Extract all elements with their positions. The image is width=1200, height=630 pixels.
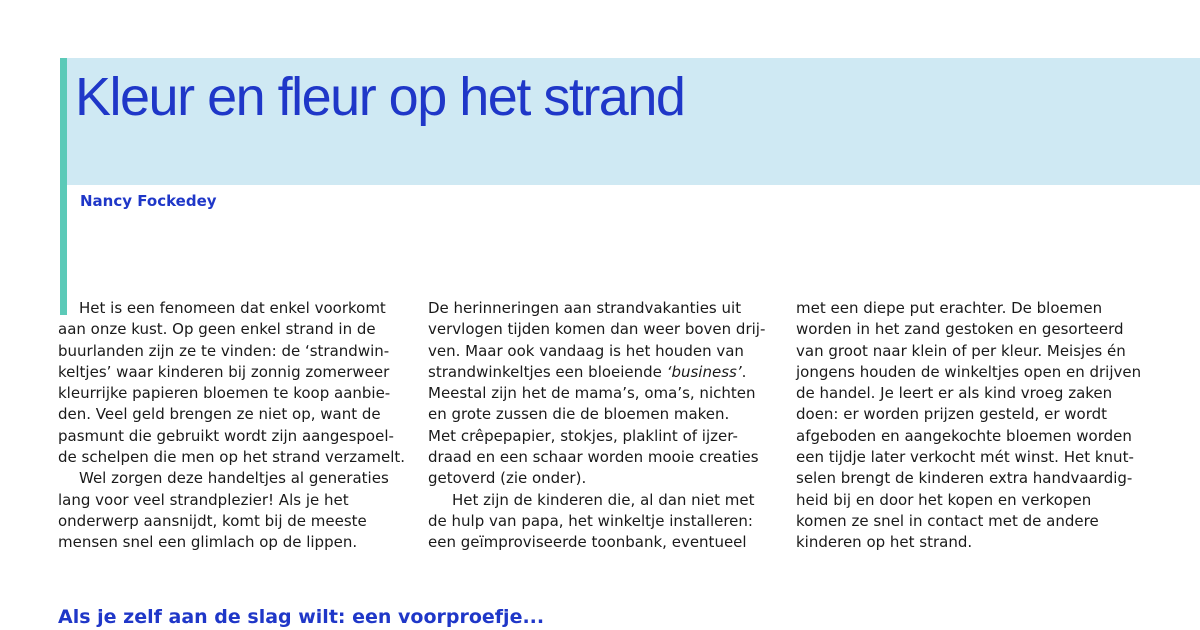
text-line: Het is een fenomeen dat enkel voorkomt bbox=[79, 299, 386, 317]
text-line: een geïmproviseerde toonbank, eventueel bbox=[428, 533, 747, 552]
text-line: getoverd (zie onder). bbox=[428, 469, 587, 488]
text-line: selen brengt de kinderen extra handvaardig- bbox=[796, 469, 1133, 488]
text-line: keltjes’ waar kinderen bij zonnig zomerweer bbox=[58, 362, 390, 381]
text-column-1 bbox=[58, 298, 406, 554]
text-line: kinderen op het strand. bbox=[796, 533, 973, 552]
emphasis-business: ‘business’ bbox=[666, 362, 742, 381]
text-line: jongens houden de winkeltjes open en drijven bbox=[796, 362, 1142, 381]
text-line: Meestal zijn het de mama’s, oma’s, nichten bbox=[428, 384, 756, 403]
text-column-3 bbox=[796, 298, 1156, 554]
text-line: lang voor veel strandplezier! Als je het bbox=[58, 490, 349, 509]
text-line: van groot naar klein of per kleur. Meisjes én bbox=[796, 341, 1126, 360]
text-line: vervlogen tijden komen dan weer boven drij- bbox=[428, 320, 766, 339]
text-line: pasmunt die gebruikt wordt zijn aangespoel- bbox=[58, 426, 394, 445]
text-line: onderwerp aansnijdt, komt bij de meeste bbox=[58, 511, 367, 530]
article-title: Kleur en fleur op het strand bbox=[75, 67, 685, 127]
paragraph bbox=[58, 298, 406, 468]
text-line: de hulp van papa, het winkeltje installeren: bbox=[428, 511, 753, 530]
section-subheading: Als je zelf aan de slag wilt: een voorproefje... bbox=[58, 606, 545, 628]
text-line: doen: er worden prijzen gesteld, er wordt bbox=[796, 405, 1108, 424]
text-line: den. Veel geld brengen ze niet op, want de bbox=[58, 405, 381, 424]
text-column-2 bbox=[428, 298, 773, 554]
text-line: Het zijn de kinderen die, al dan niet met bbox=[452, 490, 755, 509]
text-line: De herinneringen aan strandvakanties uit bbox=[428, 299, 742, 317]
text-line: komen ze snel in contact met de andere bbox=[796, 511, 1099, 530]
text-line: aan onze kust. Op geen enkel strand in de bbox=[58, 320, 376, 339]
text-fragment: strandwinkeltjes een bloeiende bbox=[428, 362, 667, 381]
text-line: en grote zussen die de bloemen maken. bbox=[428, 405, 730, 424]
paragraph bbox=[58, 468, 403, 553]
text-line: Wel zorgen deze handeltjes al generaties bbox=[79, 469, 389, 488]
text-line: Met crêpepapier, stokjes, plaklint of ijzer- bbox=[428, 426, 738, 445]
paragraph bbox=[428, 490, 773, 554]
text-line: draad en een schaar worden mooie creaties bbox=[428, 448, 759, 467]
text-line: met een diepe put erachter. De bloemen bbox=[796, 299, 1103, 317]
text-line: de schelpen die men op het strand verzamelt. bbox=[58, 448, 406, 467]
accent-bar bbox=[60, 58, 67, 315]
text-line bbox=[428, 362, 773, 383]
text-fragment: . bbox=[741, 362, 747, 381]
text-line: een tijdje later verkocht mét winst. Het knut- bbox=[796, 448, 1134, 467]
text-line: mensen snel een glimlach op de lippen. bbox=[58, 533, 358, 552]
text-line: worden in het zand gestoken en gesorteerd bbox=[796, 320, 1124, 339]
text-line: heid bij en door het kopen en verkopen bbox=[796, 490, 1092, 509]
paragraph bbox=[796, 298, 1156, 554]
text-line: de handel. Je leert er als kind vroeg zaken bbox=[796, 384, 1113, 403]
text-line: buurlanden zijn ze te vinden: de ‘strandwin- bbox=[58, 341, 390, 360]
text-line: ven. Maar ook vandaag is het houden van bbox=[428, 341, 744, 360]
paragraph bbox=[428, 298, 773, 490]
text-line: afgeboden en aangekochte bloemen worden bbox=[796, 426, 1132, 445]
text-line: kleurrijke papieren bloemen te koop aanbie- bbox=[58, 384, 391, 403]
author-byline: Nancy Fockedey bbox=[80, 192, 217, 210]
